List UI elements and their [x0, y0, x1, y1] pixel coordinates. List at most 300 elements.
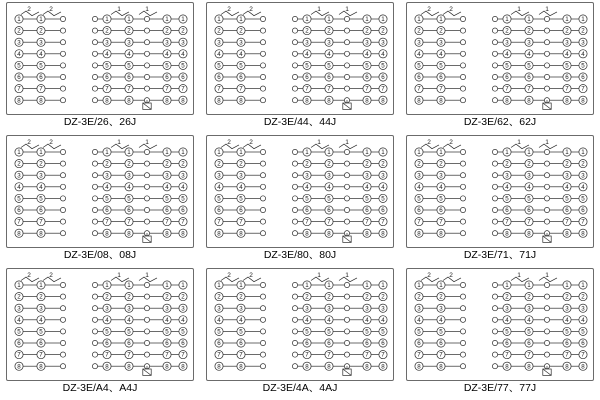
- terminal-number: 7: [239, 218, 243, 226]
- terminal-number: 4: [527, 316, 531, 324]
- terminal-number: 6: [127, 340, 131, 348]
- terminal-number: 8: [305, 363, 309, 371]
- terminal-number: 5: [181, 62, 185, 70]
- terminal-number: 4: [217, 316, 221, 324]
- terminal-number: 3: [527, 39, 531, 47]
- right-contact-node: [144, 196, 149, 201]
- terminal-number: 8: [39, 97, 43, 105]
- terminal-number: 1: [381, 282, 385, 290]
- terminal-number: 2: [505, 27, 509, 35]
- left-contact-node: [460, 317, 465, 322]
- left-contact-node: [460, 329, 465, 334]
- mid-contact-node: [92, 364, 97, 369]
- left-contact-node: [260, 207, 265, 212]
- mid-contact-node: [92, 207, 97, 212]
- diagram-cell: [0, 133, 200, 266]
- terminal-number: 3: [305, 172, 309, 180]
- terminal-number: 6: [105, 207, 109, 215]
- mid-contact-node: [92, 317, 97, 322]
- terminal-number: 2: [381, 27, 385, 35]
- terminal-number: 3: [181, 305, 185, 313]
- right-contact-node: [344, 149, 349, 154]
- terminal-number: 8: [381, 97, 385, 105]
- terminal-number: 7: [181, 85, 185, 93]
- right-contact-node: [544, 63, 549, 68]
- terminal-number: 8: [505, 363, 509, 371]
- mid-contact-node: [492, 98, 497, 103]
- terminal-number: 8: [365, 97, 369, 105]
- mid-contact-node: [492, 219, 497, 224]
- terminal-number: 5: [327, 62, 331, 70]
- terminal-number: 1: [565, 149, 569, 157]
- mid-contact-node: [292, 317, 297, 322]
- terminal-number: 6: [365, 340, 369, 348]
- diagram-panel: [206, 135, 394, 248]
- top-label: 2: [449, 272, 453, 279]
- top-label: 1: [145, 272, 149, 279]
- mid-contact-node: [292, 306, 297, 311]
- terminal-number: 6: [105, 340, 109, 348]
- terminal-number: 1: [217, 282, 221, 290]
- terminal-number: 8: [565, 230, 569, 238]
- terminal-number: 4: [327, 316, 331, 324]
- mid-contact-node: [492, 207, 497, 212]
- terminal-number: 2: [327, 293, 331, 301]
- terminal-number: 7: [505, 351, 509, 359]
- terminal-number: 6: [505, 340, 509, 348]
- mid-contact-node: [292, 74, 297, 79]
- left-contact-node: [60, 317, 65, 322]
- mid-contact-node: [92, 196, 97, 201]
- mid-contact-node: [92, 184, 97, 189]
- terminal-number: 7: [581, 85, 585, 93]
- top-label: 2: [427, 139, 431, 146]
- terminal-number: 3: [239, 172, 243, 180]
- terminal-number: 3: [39, 39, 43, 47]
- left-contact-node: [60, 98, 65, 103]
- terminal-number: 7: [505, 85, 509, 93]
- terminal-number: 8: [417, 363, 421, 371]
- terminal-number: 3: [365, 305, 369, 313]
- terminal-number: 7: [105, 218, 109, 226]
- terminal-number: 8: [239, 230, 243, 238]
- terminal-number: 4: [165, 50, 169, 58]
- terminal-number: 2: [417, 27, 421, 35]
- mid-contact-node: [92, 282, 97, 287]
- terminal-number: 7: [105, 351, 109, 359]
- left-contact-node: [460, 340, 465, 345]
- left-contact-node: [460, 51, 465, 56]
- terminal-number: 8: [381, 363, 385, 371]
- terminal-number: 6: [39, 340, 43, 348]
- left-contact-node: [260, 340, 265, 345]
- terminal-number: 6: [165, 207, 169, 215]
- right-contact-node: [544, 340, 549, 345]
- terminal-number: 5: [439, 195, 443, 203]
- right-contact-node: [144, 329, 149, 334]
- right-contact-node: [144, 317, 149, 322]
- terminal-number: 3: [505, 39, 509, 47]
- terminal-number: 4: [17, 50, 21, 58]
- mid-contact-node: [92, 329, 97, 334]
- terminal-number: 1: [217, 16, 221, 24]
- right-contact-node: [144, 86, 149, 91]
- terminal-number: 2: [239, 293, 243, 301]
- terminal-number: 5: [165, 195, 169, 203]
- top-label: 1: [317, 272, 321, 279]
- terminal-number: 3: [417, 305, 421, 313]
- left-contact-node: [60, 219, 65, 224]
- terminal-number: 7: [505, 218, 509, 226]
- terminal-number: 4: [417, 316, 421, 324]
- diagram-panel: [6, 135, 194, 248]
- terminal-number: 4: [17, 183, 21, 191]
- terminal-number: 4: [439, 316, 443, 324]
- diagram-cell: [0, 266, 200, 399]
- right-contact-node: [144, 282, 149, 287]
- diagram-panel: [6, 2, 194, 115]
- mid-contact-node: [492, 282, 497, 287]
- terminal-number: 7: [217, 218, 221, 226]
- terminal-number: 3: [439, 305, 443, 313]
- terminal-number: 8: [105, 97, 109, 105]
- terminal-number: 4: [565, 50, 569, 58]
- terminal-number: 5: [305, 195, 309, 203]
- terminal-number: 5: [581, 62, 585, 70]
- terminal-number: 5: [381, 328, 385, 336]
- terminal-number: 2: [217, 160, 221, 168]
- left-contact-node: [260, 40, 265, 45]
- terminal-number: 5: [165, 62, 169, 70]
- terminal-number: 4: [17, 316, 21, 324]
- terminal-number: 1: [305, 16, 309, 24]
- terminal-number: 3: [565, 172, 569, 180]
- terminal-number: 7: [305, 218, 309, 226]
- right-contact-node: [344, 74, 349, 79]
- mid-contact-node: [292, 63, 297, 68]
- right-contact-node: [344, 329, 349, 334]
- terminal-number: 8: [39, 363, 43, 371]
- right-contact-node: [144, 306, 149, 311]
- terminal-number: 6: [581, 207, 585, 215]
- terminal-number: 6: [417, 207, 421, 215]
- terminal-number: 3: [181, 39, 185, 47]
- mid-contact-node: [92, 219, 97, 224]
- terminal-number: 4: [239, 316, 243, 324]
- top-label: 2: [249, 6, 253, 13]
- terminal-number: 7: [527, 85, 531, 93]
- top-label: 2: [27, 139, 31, 146]
- mid-contact-node: [492, 340, 497, 345]
- left-contact-node: [260, 51, 265, 56]
- terminal-number: 4: [565, 316, 569, 324]
- right-contact-node: [144, 219, 149, 224]
- terminal-number: 3: [181, 172, 185, 180]
- mid-contact-node: [292, 149, 297, 154]
- left-contact-node: [260, 149, 265, 154]
- terminal-number: 8: [305, 97, 309, 105]
- mid-contact-node: [492, 196, 497, 201]
- terminal-number: 4: [305, 183, 309, 191]
- left-contact-node: [260, 86, 265, 91]
- terminal-number: 7: [305, 351, 309, 359]
- terminal-number: 6: [505, 74, 509, 82]
- terminal-number: 5: [527, 328, 531, 336]
- left-contact-node: [60, 28, 65, 33]
- terminal-number: 4: [181, 50, 185, 58]
- terminal-number: 8: [165, 363, 169, 371]
- terminal-number: 2: [439, 27, 443, 35]
- right-contact-node: [544, 282, 549, 287]
- terminal-number: 7: [217, 85, 221, 93]
- terminal-number: 3: [581, 39, 585, 47]
- terminal-number: 6: [439, 340, 443, 348]
- mid-contact-node: [292, 98, 297, 103]
- right-contact-node: [544, 317, 549, 322]
- diagram-caption: DZ-3E/A4、A4J: [62, 382, 138, 394]
- terminal-number: 5: [581, 195, 585, 203]
- mid-contact-node: [92, 149, 97, 154]
- right-contact-node: [144, 340, 149, 345]
- terminal-number: 2: [305, 27, 309, 35]
- terminal-number: 2: [181, 27, 185, 35]
- terminal-number: 2: [505, 293, 509, 301]
- terminal-number: 4: [527, 50, 531, 58]
- terminal-number: 2: [439, 160, 443, 168]
- top-label: 1: [545, 6, 549, 13]
- terminal-number: 2: [105, 160, 109, 168]
- top-label: 1: [517, 6, 521, 13]
- terminal-number: 6: [181, 207, 185, 215]
- coil-symbol: [343, 233, 351, 242]
- terminal-number: 7: [581, 351, 585, 359]
- terminal-number: 8: [305, 230, 309, 238]
- right-contact-node: [144, 149, 149, 154]
- terminal-number: 6: [527, 340, 531, 348]
- mid-contact-node: [492, 317, 497, 322]
- terminal-number: 2: [17, 160, 21, 168]
- terminal-number: 7: [127, 218, 131, 226]
- terminal-number: 5: [39, 195, 43, 203]
- terminal-number: 7: [239, 351, 243, 359]
- terminal-number: 1: [17, 282, 21, 290]
- left-contact-node: [460, 294, 465, 299]
- terminal-number: 5: [505, 328, 509, 336]
- terminal-number: 3: [581, 172, 585, 180]
- left-contact-node: [460, 63, 465, 68]
- left-contact-node: [60, 352, 65, 357]
- left-contact-node: [60, 184, 65, 189]
- terminal-number: 7: [165, 218, 169, 226]
- terminal-number: 4: [327, 50, 331, 58]
- right-contact-node: [144, 207, 149, 212]
- left-contact-node: [460, 282, 465, 287]
- terminal-number: 7: [565, 351, 569, 359]
- left-contact-node: [60, 40, 65, 45]
- top-label: 2: [249, 139, 253, 146]
- right-contact-node: [144, 63, 149, 68]
- terminal-number: 5: [105, 195, 109, 203]
- terminal-number: 4: [581, 183, 585, 191]
- terminal-number: 1: [381, 149, 385, 157]
- terminal-number: 1: [365, 16, 369, 24]
- terminal-number: 6: [439, 207, 443, 215]
- mid-contact-node: [492, 306, 497, 311]
- terminal-number: 7: [439, 218, 443, 226]
- terminal-number: 4: [239, 50, 243, 58]
- terminal-number: 1: [527, 16, 531, 24]
- terminal-number: 6: [417, 340, 421, 348]
- terminal-number: 2: [381, 160, 385, 168]
- terminal-number: 1: [181, 16, 185, 24]
- terminal-number: 5: [381, 62, 385, 70]
- terminal-number: 8: [327, 363, 331, 371]
- terminal-number: 4: [417, 183, 421, 191]
- top-label: 2: [227, 6, 231, 13]
- terminal-number: 8: [417, 97, 421, 105]
- terminal-number: 3: [527, 172, 531, 180]
- mid-contact-node: [92, 16, 97, 21]
- terminal-number: 8: [417, 230, 421, 238]
- mid-contact-node: [292, 231, 297, 236]
- terminal-number: 8: [327, 97, 331, 105]
- terminal-number: 6: [381, 207, 385, 215]
- terminal-number: 4: [127, 50, 131, 58]
- diagram-cell: [200, 0, 400, 133]
- mid-contact-node: [492, 40, 497, 45]
- left-contact-node: [260, 63, 265, 68]
- terminal-number: 1: [417, 149, 421, 157]
- diagram-caption: DZ-3E/71、71J: [463, 249, 537, 261]
- top-label: 2: [449, 139, 453, 146]
- terminal-number: 5: [127, 328, 131, 336]
- terminal-number: 4: [39, 50, 43, 58]
- left-contact-node: [460, 231, 465, 236]
- terminal-number: 4: [181, 183, 185, 191]
- terminal-number: 1: [327, 282, 331, 290]
- right-contact-node: [344, 40, 349, 45]
- mid-contact-node: [492, 28, 497, 33]
- diagram-panel: [406, 135, 594, 248]
- right-contact-node: [344, 173, 349, 178]
- terminal-number: 3: [505, 172, 509, 180]
- left-contact-node: [460, 219, 465, 224]
- mid-contact-node: [492, 294, 497, 299]
- wiring-diagram: [7, 269, 193, 380]
- right-contact-node: [544, 40, 549, 45]
- terminal-number: 8: [565, 97, 569, 105]
- terminal-number: 8: [365, 363, 369, 371]
- terminal-number: 8: [39, 230, 43, 238]
- terminal-number: 5: [527, 62, 531, 70]
- top-label: 2: [427, 272, 431, 279]
- terminal-number: 2: [305, 293, 309, 301]
- right-contact-node: [544, 51, 549, 56]
- terminal-number: 1: [505, 149, 509, 157]
- left-contact-node: [60, 294, 65, 299]
- terminal-number: 5: [239, 62, 243, 70]
- terminal-number: 3: [565, 39, 569, 47]
- left-contact-node: [260, 306, 265, 311]
- diagram-caption: DZ-3E/77、77J: [463, 382, 537, 394]
- mid-contact-node: [492, 16, 497, 21]
- terminal-number: 1: [127, 282, 131, 290]
- terminal-number: 2: [381, 293, 385, 301]
- terminal-number: 6: [581, 74, 585, 82]
- terminal-number: 3: [381, 39, 385, 47]
- terminal-number: 2: [305, 160, 309, 168]
- diagram-cell: [400, 266, 600, 399]
- right-contact-node: [344, 219, 349, 224]
- terminal-number: 8: [181, 230, 185, 238]
- terminal-number: 5: [527, 195, 531, 203]
- right-contact-node: [544, 28, 549, 33]
- terminal-number: 5: [439, 328, 443, 336]
- top-label: 1: [545, 272, 549, 279]
- terminal-number: 2: [581, 293, 585, 301]
- terminal-number: 4: [581, 316, 585, 324]
- top-label: 2: [49, 6, 53, 13]
- terminal-number: 8: [505, 230, 509, 238]
- mid-contact-node: [492, 184, 497, 189]
- terminal-number: 2: [105, 293, 109, 301]
- terminal-number: 5: [127, 195, 131, 203]
- left-contact-node: [260, 294, 265, 299]
- right-contact-node: [544, 207, 549, 212]
- terminal-number: 2: [417, 293, 421, 301]
- terminal-number: 1: [165, 149, 169, 157]
- diagram-cell: [200, 133, 400, 266]
- left-contact-node: [60, 231, 65, 236]
- terminal-number: 4: [327, 183, 331, 191]
- right-contact-node: [544, 306, 549, 311]
- mid-contact-node: [292, 282, 297, 287]
- terminal-number: 8: [165, 97, 169, 105]
- terminal-number: 4: [381, 316, 385, 324]
- terminal-number: 7: [39, 218, 43, 226]
- left-contact-node: [60, 74, 65, 79]
- terminal-number: 4: [417, 50, 421, 58]
- terminal-number: 6: [239, 74, 243, 82]
- left-contact-node: [260, 98, 265, 103]
- top-label: 2: [27, 272, 31, 279]
- terminal-number: 8: [239, 363, 243, 371]
- coil-symbol: [143, 233, 151, 242]
- left-contact-node: [460, 306, 465, 311]
- terminal-number: 7: [365, 85, 369, 93]
- terminal-number: 8: [127, 230, 131, 238]
- diagram-cell: [400, 133, 600, 266]
- terminal-number: 8: [565, 363, 569, 371]
- terminal-number: 7: [305, 85, 309, 93]
- right-contact-node: [544, 352, 549, 357]
- terminal-number: 5: [181, 328, 185, 336]
- terminal-number: 6: [305, 74, 309, 82]
- right-contact-node: [344, 184, 349, 189]
- right-contact-node: [344, 161, 349, 166]
- terminal-number: 8: [105, 363, 109, 371]
- mid-contact-node: [292, 86, 297, 91]
- terminal-number: 3: [305, 305, 309, 313]
- terminal-number: 8: [127, 363, 131, 371]
- terminal-number: 4: [365, 50, 369, 58]
- top-label: 1: [545, 139, 549, 146]
- terminal-number: 7: [417, 85, 421, 93]
- terminal-number: 4: [305, 316, 309, 324]
- terminal-number: 1: [527, 149, 531, 157]
- terminal-number: 5: [365, 62, 369, 70]
- right-contact-node: [344, 86, 349, 91]
